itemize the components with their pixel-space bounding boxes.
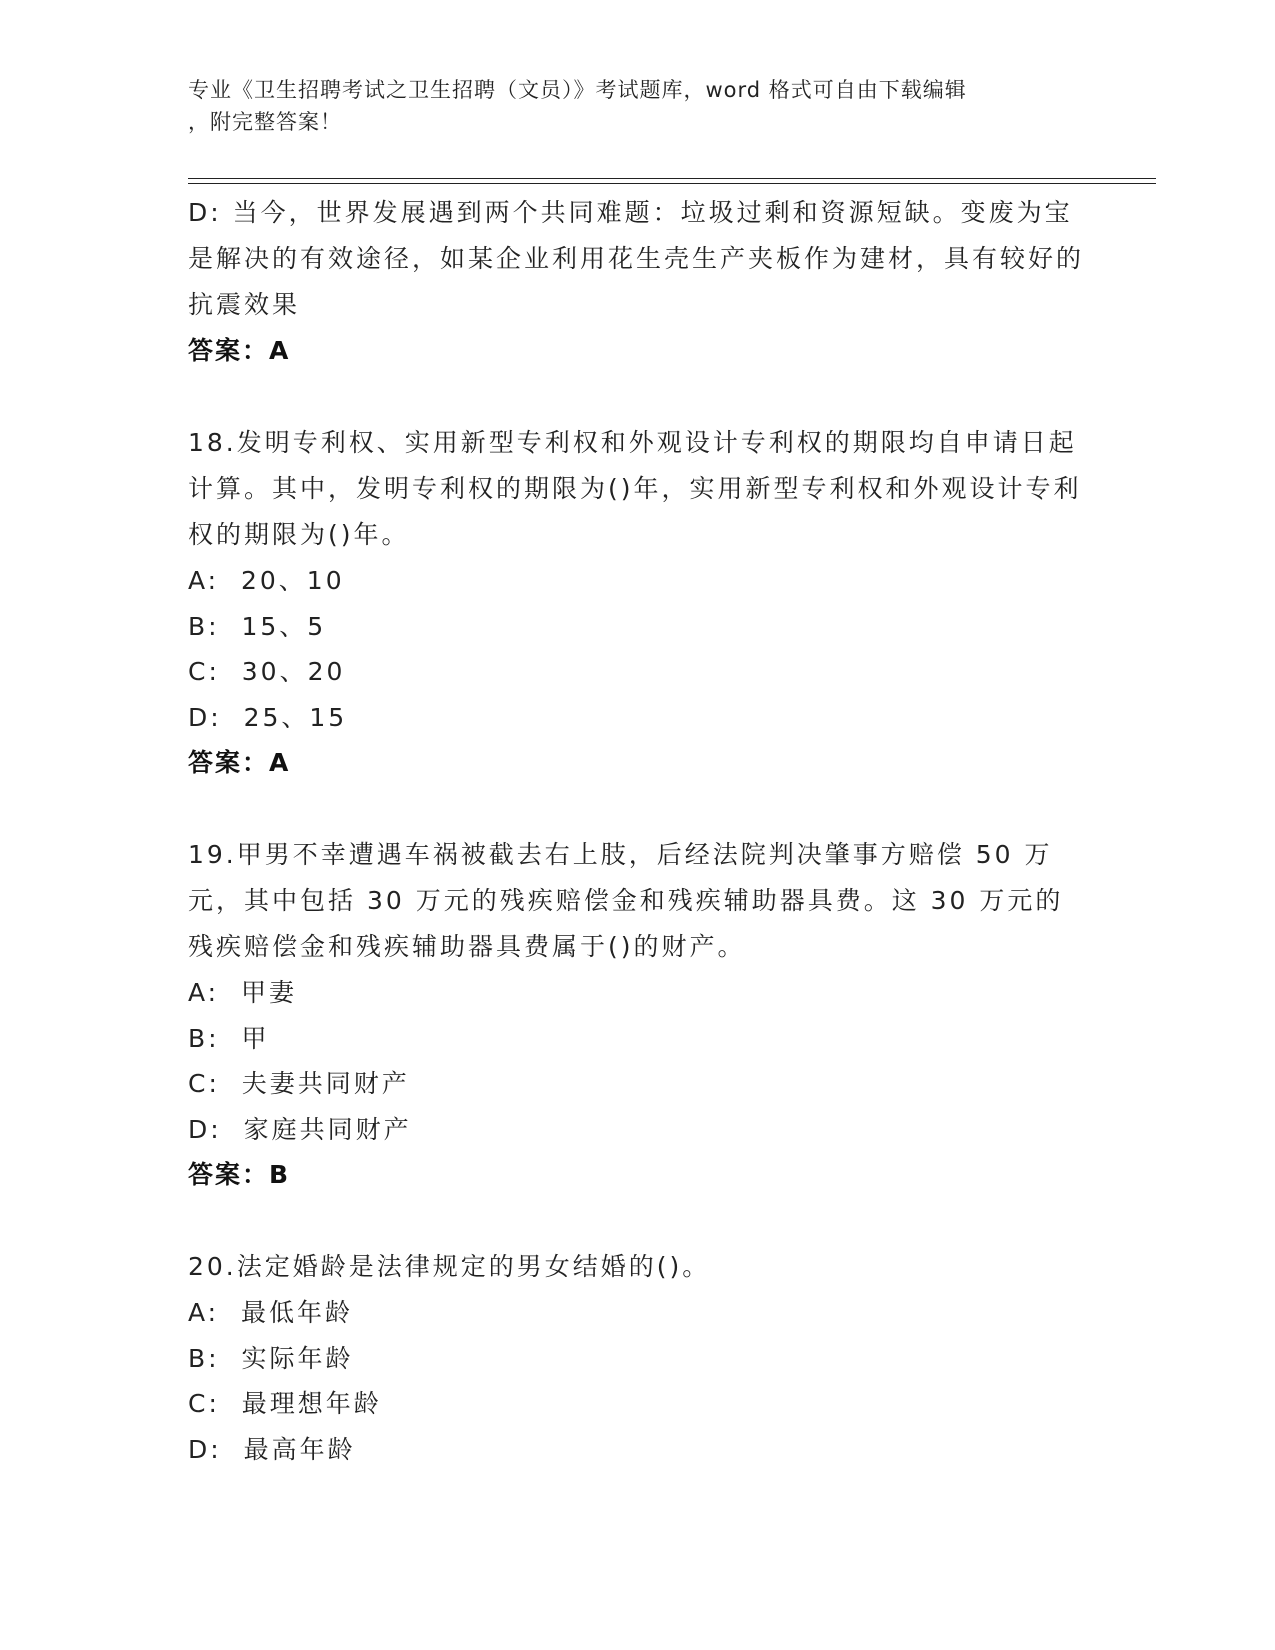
option-b: B: 15、5	[188, 611, 327, 641]
question-text: 18.发明专利权、实用新型专利权和外观设计专利权的期限均自申请日起计算。其中，发明专利权的期限为()年，实用新型专利权和外观设计专利权的期限为()年。	[188, 428, 1082, 549]
option-a: A: 甲妻	[188, 978, 297, 1007]
option-d: D: 最高年龄	[188, 1434, 356, 1464]
option-d: D: 25、15	[188, 702, 348, 732]
header-line-2: ，附完整答案！	[188, 110, 342, 134]
header-line-1: 专业《卫生招聘考试之卫生招聘（文员）》考试题库，word 格式可自由下载编辑	[188, 78, 967, 102]
question-19	[188, 832, 1088, 1198]
question-text: 20.法定婚龄是法律规定的男女结婚的()。	[188, 1252, 711, 1281]
answer-line: 答案：A	[188, 748, 291, 777]
header-divider-bottom	[188, 183, 1156, 184]
option-b: B: 甲	[188, 1023, 270, 1053]
header-divider-top	[188, 178, 1156, 179]
option-d: D: 家庭共同财产	[188, 1114, 412, 1144]
option-a: A: 20、10	[188, 566, 345, 595]
question-20	[188, 1244, 1088, 1472]
option-a: A: 最低年龄	[188, 1298, 353, 1327]
option-c: C: 30、20	[188, 657, 346, 686]
option-d: D: 当今，世界发展遇到两个共同难题：垃圾过剩和资源短缺。变废为宝是解决的有效途径，如某企业利用花生壳生产夹板作为建材，具有较好的抗震效果	[188, 198, 1085, 319]
question-18	[188, 420, 1088, 786]
document-header	[188, 74, 1068, 138]
answer-line: 答案：B	[188, 1160, 291, 1189]
option-b: B: 实际年龄	[188, 1343, 354, 1373]
question-text: 19.甲男不幸遭遇车祸被截去右上肢，后经法院判决肇事方赔偿 50 万元，其中包括 30 万元的残疾赔偿金和残疾辅助器具费。这 30 万元的残疾赔偿金和残疾辅助器具费属于()的财产。	[188, 840, 1064, 961]
continued-question	[188, 190, 1088, 374]
option-c: C: 最理想年龄	[188, 1389, 382, 1418]
document-body	[188, 190, 1088, 1472]
option-c: C: 夫妻共同财产	[188, 1069, 410, 1098]
answer-line: 答案：A	[188, 336, 291, 365]
